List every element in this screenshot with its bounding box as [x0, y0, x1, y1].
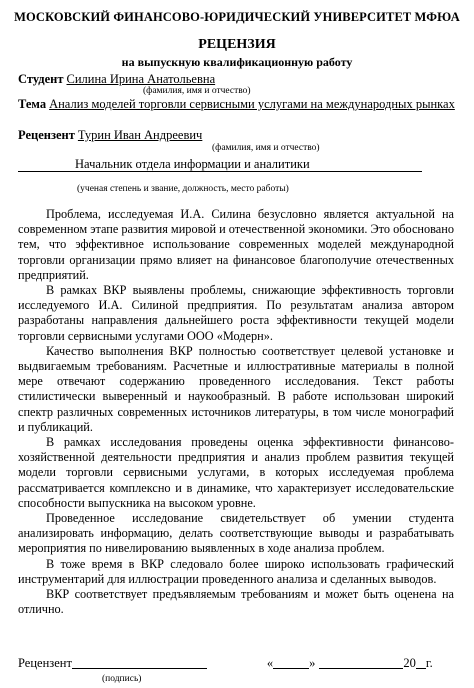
footer-reviewer-label: Рецензент — [18, 656, 72, 670]
position-hint: (ученая степень и звание, должность, место работы) — [77, 184, 289, 194]
paragraph: В рамках исследования проведены оценка эффективности финансово-хозяйственной деятельности предприятия и анализ проблем развития текущей модели торговли сервисными услугами, в которых исследуемая проблема рассматривается комплексно и в динамике, что характеризует исследовательские способности выпускника на высоком уровне. — [18, 435, 454, 510]
day-line — [273, 668, 309, 669]
quote-close: » — [309, 656, 316, 670]
year-suffix: г. — [425, 656, 433, 670]
signature-line — [72, 668, 207, 669]
month-line — [319, 668, 403, 669]
reviewer-label: Рецензент — [18, 128, 75, 142]
reviewer-row — [18, 128, 202, 143]
document-subtitle: на выпускную квалификационную работу — [121, 55, 353, 69]
review-body — [18, 207, 454, 617]
signature-hint: (подпись) — [102, 674, 142, 684]
topic-row — [18, 98, 458, 111]
year-prefix: 20 — [403, 656, 416, 670]
paragraph: В тоже время в ВКР следовало более широко использовать графический инструментарий для иллюстрации проведенного анализа и сделанных выводов. — [18, 556, 454, 586]
year-line — [416, 668, 426, 669]
paragraph: ВКР соответствует предъявляемым требованиям и может быть оценена на отлично. — [18, 587, 454, 617]
student-row — [18, 72, 215, 87]
reviewer-name: Турин Иван Андреевич — [77, 128, 203, 142]
paragraph: Проведенное исследование свидетельствует об умении студента анализировать информацию, делать соответствующие выводы и разрабатывать мероприятия по нивелированию выявленных в ходе анализа проблем. — [18, 511, 454, 556]
position-underline — [18, 171, 422, 172]
paragraph: Проблема, исследуемая И.А. Силина безусловно является актуальной на современном этапе развития мировой и отечественной экономики. Это обосновано тем, что эффективное использование современных моделей международной торговли организации прямо влияет на финансовое благополучие отечественных предприятий. — [18, 207, 454, 282]
topic-text: Анализ моделей торговли сервисными услугами на международных рынках — [49, 97, 455, 111]
reviewer-hint: (фамилия, имя и отчество) — [212, 143, 320, 153]
quote-open: « — [266, 656, 274, 670]
signature-row — [18, 656, 433, 671]
topic-label: Тема — [18, 97, 47, 111]
reviewer-position: Начальник отдела информации и аналитики — [75, 157, 310, 171]
student-name: Силина Ирина Анатольевна — [66, 72, 216, 86]
paragraph: В рамках ВКР выявлены проблемы, снижающие эффективность торговли исследуемого И.А. Силиной предприятия. По результатам анализа автором разработаны направления дальнейшего роста эффективности текущей модели торговли сервисными услугами ООО «Модерн». — [18, 283, 454, 343]
document-title: РЕЦЕНЗИЯ — [198, 37, 276, 52]
student-hint: (фамилия, имя и отчество) — [143, 86, 251, 96]
university-name: МОСКОВСКИЙ ФИНАНСОВО-ЮРИДИЧЕСКИЙ УНИВЕРСИТЕТ МФЮА — [14, 10, 460, 24]
student-label: Студент — [18, 72, 64, 86]
paragraph: Качество выполнения ВКР полностью соответствует целевой установке и выдвигаемым требованиям. Расчетные и иллюстративные материалы в полной мере отвечают содержанию проведенного исследования. Текст работы стилистически выверенный и наукообразный. В работе использован широкий спектр различных современных источников литературы, в том числе монографий и публикаций. — [18, 343, 454, 434]
